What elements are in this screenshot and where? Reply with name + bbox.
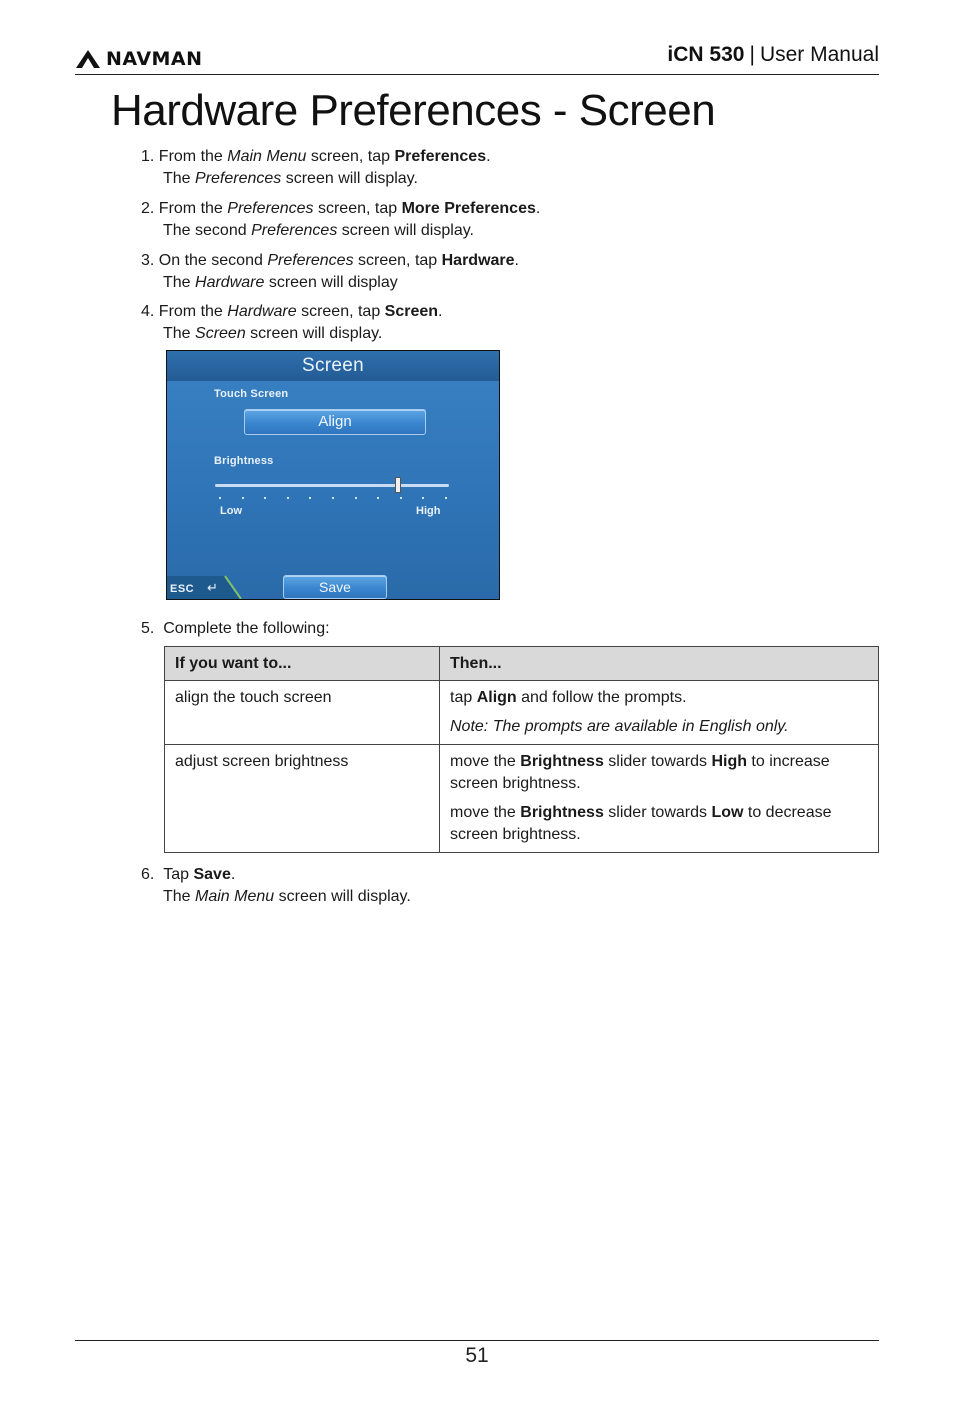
step-number: 6. — [141, 866, 155, 883]
step-result: screen will display. — [274, 888, 411, 905]
cell-bold: High — [711, 753, 747, 770]
navman-logo — [75, 48, 203, 70]
step-italic: Main Menu — [227, 148, 307, 165]
step-result: The second — [163, 222, 252, 239]
column-header: Then... — [440, 647, 879, 681]
step-result: The — [163, 325, 196, 342]
touch-screen-label: Touch Screen — [214, 388, 289, 400]
step-text: . — [514, 252, 519, 269]
step-italic: Hardware — [227, 303, 297, 320]
step-3 — [141, 250, 519, 294]
cell-text: slider towards — [603, 753, 712, 770]
step-text: Complete the following: — [163, 620, 330, 637]
table-cell-want: adjust screen brightness — [165, 745, 440, 853]
step-2 — [141, 198, 540, 242]
return-arrow-icon: ↵ — [207, 580, 218, 595]
brightness-slider-track[interactable] — [215, 484, 449, 487]
cell-note: Note: The prompts are available in English only. — [450, 718, 789, 735]
cell-bold: Align — [476, 689, 517, 706]
device-title-bar — [167, 351, 499, 381]
cell-text: to increase screen brightness. — [450, 753, 830, 792]
page-header — [75, 40, 879, 75]
step-result: screen will display. — [337, 222, 474, 239]
step-bold: More Preferences — [401, 200, 536, 217]
step-number: 4. — [141, 303, 155, 320]
step-italic: Screen — [195, 325, 246, 342]
step-italic: Hardware — [195, 274, 265, 291]
table-row — [165, 745, 879, 853]
cell-text: move the — [450, 804, 521, 821]
brightness-slider-ticks — [219, 497, 447, 499]
column-header: If you want to... — [165, 647, 440, 681]
step-text: screen, tap — [313, 200, 402, 217]
step-text: From the — [158, 200, 228, 217]
product-name: iCN 530 — [667, 43, 745, 66]
step-bold: Hardware — [441, 252, 515, 269]
step-italic: Preferences — [267, 252, 354, 269]
step-italic: Preferences — [195, 170, 282, 187]
step-text: . — [438, 303, 443, 320]
brand-name: NAVMAN — [106, 48, 203, 70]
cell-text: tap — [450, 689, 477, 706]
device-screen-screenshot — [166, 350, 500, 600]
step-result: screen will display. — [245, 325, 383, 342]
step-result: screen will display — [264, 274, 398, 291]
cell-bold: Brightness — [520, 753, 604, 770]
cell-text: move the — [450, 753, 521, 770]
table-row — [165, 681, 879, 745]
document-id — [667, 43, 879, 67]
brightness-high-label: High — [416, 505, 441, 517]
align-button[interactable]: Align — [244, 409, 426, 435]
step-number: 5. — [141, 620, 155, 637]
step-result: screen will display. — [281, 170, 418, 187]
device-screen-title: Screen — [301, 355, 364, 376]
step-bold: Preferences — [394, 148, 487, 165]
options-table — [164, 646, 879, 853]
cell-bold: Low — [711, 804, 744, 821]
footer-rule — [75, 1340, 879, 1341]
table-cell-then — [440, 745, 879, 853]
save-button[interactable]: Save — [283, 575, 387, 599]
step-text: From the — [158, 303, 228, 320]
step-text: screen, tap — [296, 303, 385, 320]
step-text: On the second — [158, 252, 268, 269]
brightness-slider-thumb[interactable] — [395, 477, 401, 493]
cell-text: to decrease screen brightness. — [450, 804, 832, 843]
step-bold: Screen — [384, 303, 439, 320]
step-number: 2. — [141, 200, 155, 217]
step-text: . — [535, 200, 541, 217]
step-6 — [141, 864, 411, 908]
step-4 — [141, 301, 443, 345]
step-number: 1. — [141, 148, 155, 165]
step-result: The — [163, 274, 196, 291]
cell-text: and follow the prompts. — [516, 689, 687, 706]
step-result: The — [163, 888, 196, 905]
page-number: 51 — [465, 1344, 489, 1367]
header-separator: | — [749, 43, 755, 66]
step-number: 3. — [141, 252, 155, 269]
table-header-row — [165, 647, 879, 681]
table-cell-then — [440, 681, 879, 745]
navman-mark-icon — [75, 49, 101, 69]
step-text: screen, tap — [306, 148, 395, 165]
step-1 — [141, 146, 491, 190]
esc-label: ESC — [170, 583, 195, 595]
step-text: . — [486, 148, 491, 165]
step-text: . — [230, 866, 236, 883]
brightness-label: Brightness — [214, 455, 274, 467]
brightness-low-label: Low — [220, 505, 242, 517]
step-italic: Main Menu — [195, 888, 275, 905]
manual-label: User Manual — [759, 43, 879, 66]
page-title: Hardware Preferences - Screen — [111, 86, 716, 135]
table-cell-want: align the touch screen — [165, 681, 440, 745]
step-text: screen, tap — [353, 252, 442, 269]
step-bold: Save — [193, 866, 231, 883]
step-italic: Preferences — [251, 222, 338, 239]
cell-bold: Brightness — [520, 804, 604, 821]
step-italic: Preferences — [227, 200, 314, 217]
cell-text: slider towards — [603, 804, 712, 821]
step-text: From the — [158, 148, 228, 165]
step-text: Tap — [163, 866, 194, 883]
step-5 — [141, 618, 330, 640]
step-result: The — [163, 170, 196, 187]
